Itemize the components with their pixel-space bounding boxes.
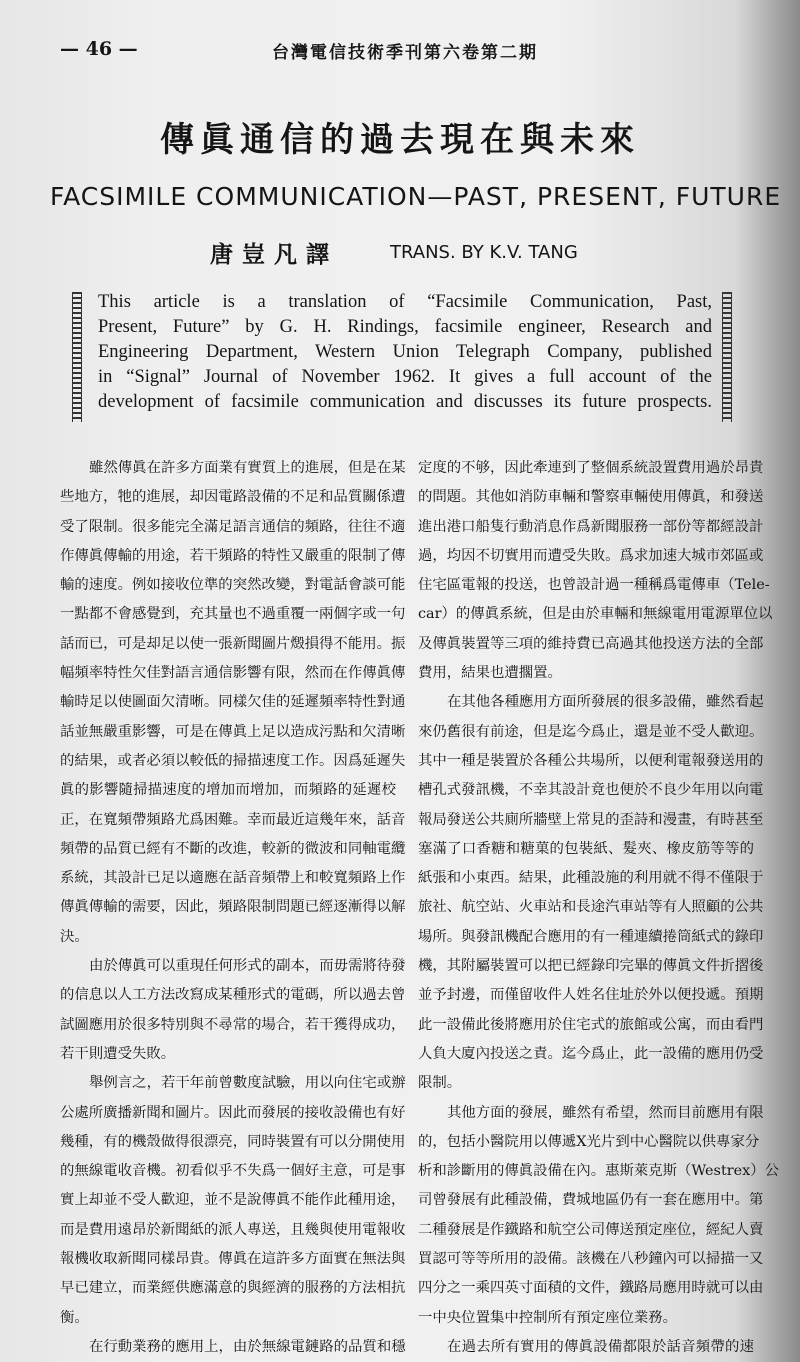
text-line: 在過去所有實用的傳眞設備都限於話音頻帶的速 (447, 1338, 754, 1355)
text-line: 旅社、航空站、火車站和長途汽車站等有人照顧的公共 (418, 899, 764, 916)
text-line: 舉例言之，若干年前曾數度試驗，用以向住宅或辦 (89, 1075, 406, 1092)
text-line: 的結果，或者必須以較低的掃描速度工作。因爲延遲失 (60, 752, 406, 769)
text-line: 衡。 (60, 1309, 89, 1326)
text-line: 的無線電收音機。初看似乎不失爲一個好主意，可是事 (60, 1163, 406, 1180)
text-line: 一中央位置集中控制所有預定座位業務。 (418, 1309, 678, 1326)
text-line: 定度的不够，因此牽連到了整個系統設置費用過於昂貴 (418, 460, 764, 476)
text-line: 早已建立，而業經供應滿意的與經濟的服務的方法相抗 (60, 1280, 406, 1297)
text-line: 費用，結果也遭擱置。 (418, 665, 562, 682)
text-line: 機，其附屬裝置可以把已經錄印完畢的傳眞文件折摺後 (418, 958, 764, 975)
text-line: 在行動業務的應用上，由於無線電鏈路的品質和穩 (89, 1338, 406, 1355)
abstract-line: This article is a translation of “Facsimile Communication, Past, (98, 292, 712, 312)
body-column-right (418, 454, 780, 1362)
article-title-english: FACSIMILE COMMUNICATION—PAST, PRESENT, FUTURE (50, 182, 782, 211)
text-line: 公處所廣播新聞和圖片。因此而發展的接收設備也有好 (60, 1104, 406, 1121)
abstract-line: Present, Future” by G. H. Rindings, facsimile engineer, Research and (98, 317, 712, 337)
abstract-box (72, 290, 732, 425)
abstract-line: in “Signal” Journal of November 1962. It gives a full account of the (98, 367, 712, 387)
text-line: 其他方面的發展，雖然有希望，然而目前應用有限 (447, 1104, 764, 1121)
text-line: 來仍舊很有前途，但是迄今爲止，還是並不受人歡迎。 (418, 723, 764, 740)
text-line: 受了限制。很多能完全滿足語言通信的頻路，往往不適 (60, 518, 406, 535)
text-line: 作傳眞傳輸的用途，若干頻路的特性又嚴重的限制了傳 (60, 547, 406, 564)
text-line: 的問題。其他如消防車輛和警察車輛使用傳眞，和發送 (418, 489, 764, 506)
text-line: 住宅區電報的投送，也曾設計過一種稱爲電傳車（Tele- (418, 577, 770, 594)
text-line: 此一設備此後將應用於住宅式的旅館或公寓，而由看門 (418, 1016, 764, 1033)
paragraph (418, 454, 773, 688)
text-line: 傳眞傳輸的需要，因此，頻路限制問題已經逐漸得以解 (60, 899, 406, 916)
text-line: 其中一種是裝置於各種公共場所，以便利電報發送用的 (418, 752, 764, 769)
text-line: 二種發展是作鐵路和航空公司傳送預定座位，經紀人賣 (418, 1221, 764, 1238)
text-line: 試圖應用於很多特別與不尋常的場合，若干獲得成功， (60, 1016, 406, 1033)
text-line: 決。 (60, 928, 89, 945)
abstract-line: development of facsimile communication and discusses its future prospects. (98, 392, 712, 412)
abstract-text (98, 290, 712, 415)
text-line: 實上却並不受人歡迎，並不是說傳眞不能作此種用途， (60, 1192, 406, 1209)
text-line: 若干則遭受失敗。 (60, 1045, 176, 1062)
paragraph (418, 1099, 780, 1333)
text-line: 輸時足以使圖面欠清晰。同樣欠佳的延遲頻率特性對通 (60, 694, 406, 711)
text-line: 進出港口船隻行動消息作爲新聞服務一部份等都經設計 (418, 518, 764, 535)
text-line: 場所。與發訊機配合應用的有一種連續捲筒紙式的錄印 (418, 928, 764, 945)
text-line: 些地方，牠的進展，却因電路設備的不足和品質關係遭 (60, 489, 406, 506)
text-line: 人負大廈內投送之責。迄今爲止，此一設備的應用仍受 (418, 1045, 764, 1062)
paragraph (60, 1333, 406, 1362)
text-line: 眞的影響隨掃描速度的增加而增加，而頻路的延遲校 (60, 782, 396, 799)
text-line: 幅頻率特性欠佳對語言通信影響有限，然而在作傳眞傳 (60, 665, 406, 682)
text-line: 雖然傳眞在許多方面業有實質上的進展，但是在某 (89, 460, 406, 476)
text-line: 限制。 (418, 1075, 462, 1092)
journal-name: 台灣電信技術季刊第六卷第二期 (272, 43, 538, 63)
text-line: 四分之一乘四英寸面積的文件，鐵路局應用時就可以由 (418, 1280, 764, 1297)
text-line: 的，包括小醫院用以傳遞X光片到中心醫院以供專家分 (418, 1133, 760, 1150)
text-line: 過，均因不切實用而遭受失敗。爲求加速大城市郊區或 (418, 547, 764, 564)
body-column-left (60, 454, 406, 1362)
text-line: 的信息以人工方法改寫成某種形式的電碼，所以過去曾 (60, 987, 406, 1004)
text-line: 槽孔式發訊機，不幸其設計竟也便於不良少年用以向電 (418, 782, 764, 799)
text-line: 頻帶的品質已經有不斷的改進，較新的微波和同軸電纜 (60, 840, 406, 857)
paragraph (60, 952, 406, 1069)
text-line: 話而已，可是却足以使一張新聞圖片燬損得不能用。振 (60, 635, 406, 652)
text-line: 在其他各種應用方面所發展的很多設備，雖然看起 (447, 694, 764, 711)
paragraph (418, 1333, 754, 1362)
translator-english: TRANS. BY K.V. TANG (390, 242, 578, 263)
text-line: 正，在寬頻帶頻路尤爲困難。幸而最近這幾年來，話音 (60, 811, 406, 828)
text-line: 析和診斷用的傳眞設備在內。惠斯萊克斯（Westrex）公 (418, 1163, 780, 1180)
paragraph (418, 688, 764, 1098)
right-ornamental-border (722, 292, 732, 422)
paragraph (60, 1069, 406, 1333)
article-title-chinese: 傳眞通信的過去現在與未來 (160, 120, 640, 160)
text-line: 報局發送公共廁所牆壁上常見的歪詩和漫畫，有時甚至 (418, 811, 764, 828)
left-ornamental-border (72, 292, 82, 422)
page-number: — 46 — (60, 38, 138, 60)
text-line: car）的傳眞系統，但是由於車輛和無線電用電源單位以 (418, 606, 773, 623)
text-line: 紙張和小東西。結果，此種設施的利用就不得不僅限于 (418, 870, 764, 887)
text-line: 幾種，有的機殼做得很漂亮，同時裝置有可以分開使用 (60, 1133, 406, 1150)
text-line: 系統，其設計已足以適應在話音頻帶上和較寬頻路上作 (60, 870, 406, 887)
text-line: 由於傳眞可以重現任何形式的副本，而毋需將待發 (89, 958, 406, 975)
text-line: 輸的速度。例如接收位準的突然改變，對電話會談可能 (60, 577, 406, 594)
text-line: 報機收取新聞同樣昂貴。傳眞在這許多方面實在無法與 (60, 1251, 406, 1268)
abstract-line: Engineering Department, Western Union Telegraph Company, published (98, 342, 712, 362)
paragraph (60, 454, 406, 952)
text-line: 一點都不會感覺到，充其量也不過重覆一兩個字或一句 (60, 606, 406, 623)
text-line: 話並無嚴重影響，可是在傳眞上足以造成污點和欠清晰 (60, 723, 406, 740)
text-line: 而是費用遠昂於新聞紙的派人專送，且幾與使用電報收 (60, 1221, 406, 1238)
text-line: 並予封邊，而僅留收件人姓名住址於外以便投遞。預期 (418, 987, 764, 1004)
text-line: 及傳眞裝置等三項的維持費已高過其他投送方法的全部 (418, 635, 764, 652)
text-line: 買認可等等所用的設備。該機在八秒鐘內可以掃描一又 (418, 1251, 764, 1268)
translator-chinese: 唐豈凡譯 (210, 241, 338, 268)
text-line: 塞滿了口香糖和糖菓的包裝紙、髮夾、橡皮筋等等的 (418, 840, 754, 857)
text-line: 司曾發展有此種設備，費城地區仍有一套在應用中。第 (418, 1192, 764, 1209)
